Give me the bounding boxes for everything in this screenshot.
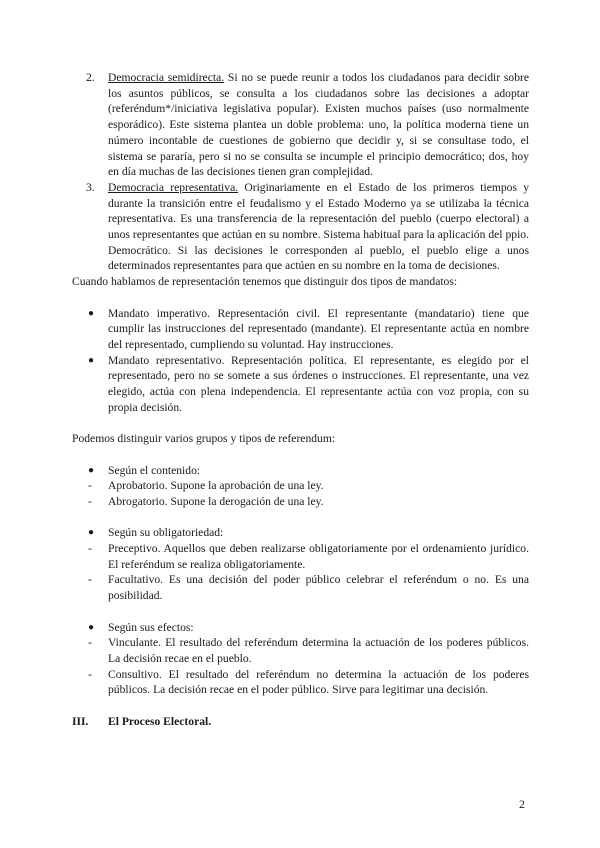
group-title-contenido <box>72 463 529 479</box>
section-heading <box>72 714 529 730</box>
numbered-item-semidirecta <box>72 70 529 180</box>
dash-icon: - <box>88 542 92 556</box>
referendum-intro: Podemos distinguir varios grupos y tipos de referendum: <box>72 432 336 446</box>
item-number: 3. <box>86 180 95 194</box>
section-title: El Proceso Electoral. <box>108 714 212 728</box>
dash-icon: - <box>88 494 92 508</box>
list-item-text: Mandato representativo. Representación política. El representante, es elegido por el representado, pero no se somete a sus órdenes o instrucciones. El representante, una vez elegido, actúa con plena independencia. El representante actúa con voz propia, con su propia decisión. <box>108 353 529 414</box>
list-item-text: Consultivo. El resultado del referéndum no determina la actuación de los poderes públicos. La decisión recae en el poder público. Sirve para legitimar una decisión. <box>108 667 529 697</box>
list-item <box>72 667 529 698</box>
item-title: Democracia representativa. <box>108 180 239 194</box>
list-item-text: Vinculante. El resultado del referéndum determina la actuación de los poderes públicos. La decisión recae en el pueblo. <box>108 636 529 665</box>
dash-icon: - <box>88 667 92 681</box>
group-title: Según sus efectos: <box>108 620 194 634</box>
bullet-icon: ● <box>88 307 95 319</box>
list-item-text: Preceptivo. Aquellos que deben realizarse obligatoriamente por el ordenamiento jurídico. El referéndum se realiza obligatoriamente. <box>108 542 529 571</box>
dash-icon: - <box>88 479 92 493</box>
list-item-text: Aprobatorio. Supone la aprobación de una ley. <box>108 479 324 493</box>
dash-icon: - <box>88 573 92 587</box>
list-item-mandato-representativo <box>72 353 529 416</box>
page-number: 2 <box>519 797 525 811</box>
list-item-text: Mandato imperativo. Representación civil. El representante (mandatario) tiene que cumplir las instrucciones del representado (mandante). El representante actúa en nombre del representado, cumpliendo su voluntad. Hay instrucciones. <box>108 306 529 351</box>
list-item <box>72 541 529 572</box>
group-title: Según el contenido: <box>108 463 201 477</box>
item-number: 2. <box>86 71 95 84</box>
list-item <box>72 572 529 603</box>
item-text: Originariamente en el Estado de los primeros tiempos y durante la transición entre el feudalismo y el Estado Moderno ya se utilizaba la técnica representativa. Es una transferencia de la representación del pueblo (cuerpo electoral) a unos representantes que actúan en su nombre. Sistema habitual para la aplicación del ppio. Democrático. Si las decisiones le corresponden al pueblo, el pueblo elige a unos determinados representantes para que actúen en su nombre en la toma de decisiones. <box>108 180 529 273</box>
mandatos-intro: Cuando hablamos de representación tenemos que distinguir dos tipos de mandatos: <box>72 275 458 289</box>
group-title-efectos <box>72 620 529 636</box>
bullet-icon: ● <box>88 621 95 633</box>
dash-icon: - <box>88 636 92 650</box>
page-content <box>72 70 529 729</box>
list-item <box>72 478 529 494</box>
list-item <box>72 635 529 666</box>
item-title: Democracia semidirecta. <box>108 71 225 84</box>
bullet-icon: ● <box>88 464 95 476</box>
bullet-icon: ● <box>88 354 95 366</box>
list-item <box>72 494 529 510</box>
numbered-item-representativa <box>72 180 529 274</box>
section-number: III. <box>72 714 89 728</box>
item-text: Si no se puede reunir a todos los ciudadanos para decidir sobre los asuntos públicos, se consulta a los ciudadanos sobre las decisiones a adoptar (referéndum*/iniciativa legislativa popular). Existen muchos países (uso normalmente esporádico). Este sistema plantea un doble problema: uno, la política moderna tiene un número incontable de cuestiones de gobierno que decidir y, si se consultase todo, el sistema se pararía, pero si no se consulta se incumple el principio democrático; dos, hoy en día muchas de las decisiones tienen gran complejidad. <box>108 71 529 179</box>
list-item-text: Facultativo. Es una decisión del poder público celebrar el referéndum o no. Es una posibilidad. <box>108 573 529 603</box>
bullet-icon: ● <box>88 527 95 539</box>
list-item-text: Abrogatorio. Supone la derogación de una ley. <box>108 494 324 508</box>
group-title-obligatoriedad <box>72 525 529 541</box>
list-item-mandato-imperativo <box>72 306 529 353</box>
group-title: Según su obligatoriedad: <box>108 526 224 540</box>
